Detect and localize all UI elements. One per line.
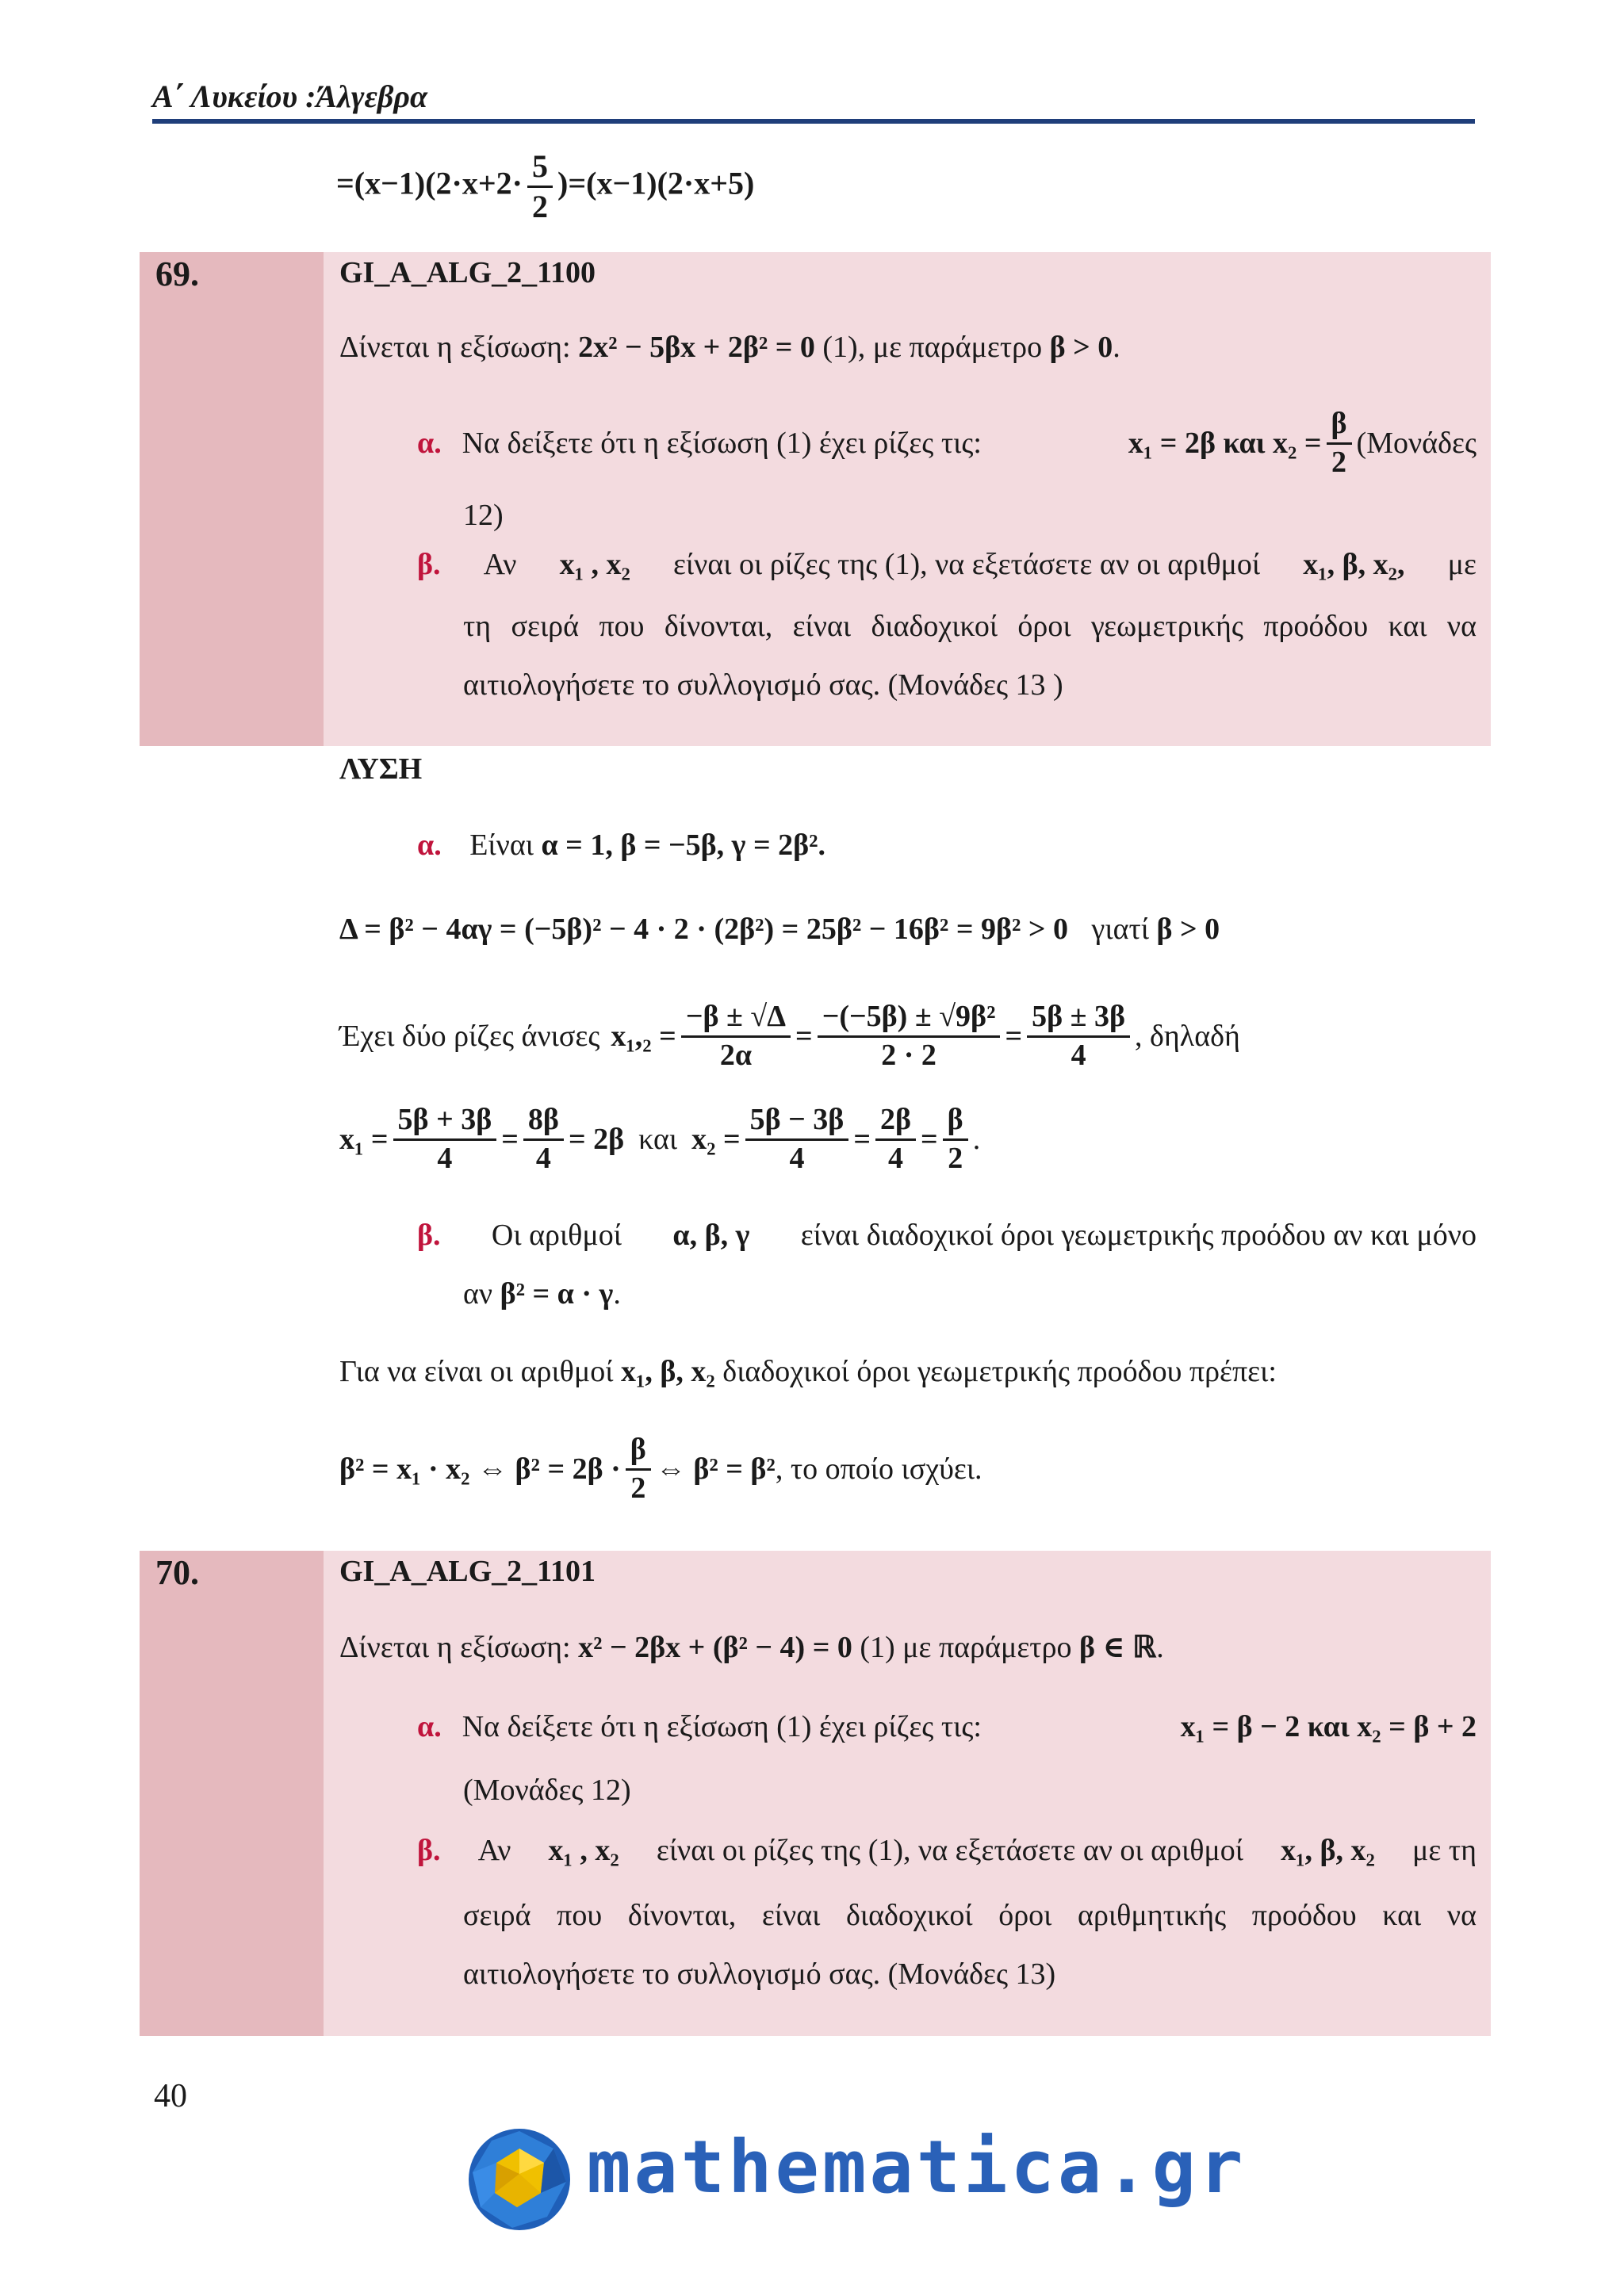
- polyhedron-logo-icon: [465, 2125, 574, 2234]
- part-b-label: β.: [417, 548, 441, 581]
- problem-70-part-a-points: (Μονάδες 12): [463, 1774, 631, 1807]
- fraction: $\frac{5}{2}$: [527, 149, 553, 224]
- fraction: $\frac{2\beta}{4}$: [875, 1104, 916, 1176]
- problem-70-part-b-line3: αιτιολογήσετε το συλλογισμό σας. (Μονάδες 13): [463, 1957, 1056, 1991]
- continued-equation: [336, 149, 754, 224]
- solution-title: ΛΥΣΗ: [339, 752, 423, 786]
- problem-69-part-b-line3: αιτιολογήσετε το συλλογισμό σας. (Μονάδες 13 ): [463, 668, 1063, 702]
- solution-b-line2: αν β² = α · γ.: [463, 1277, 621, 1311]
- fraction: $\frac{5\beta - 3\beta}{4}$: [745, 1104, 849, 1176]
- problem-70-part-b-line2: σειρά που δίνονται, είναι διαδοχικοί όροι αριθμητικής προόδου και να: [463, 1899, 1477, 1932]
- problem-69-part-b-line1: β. Αν x₁ , x₂ είναι οι ρίζες της (1), να εξετάσετε αν οι αριθμοί x₁, β, x₂, με: [417, 545, 1477, 584]
- problem-69-number-cell: [140, 252, 324, 746]
- part-a-label: α.: [417, 426, 442, 460]
- problem-69-part-a: α. Να δείξετε ότι η εξίσωση (1) έχει ρίζες τις: x₁ = 2β και x₂ = $\frac{\beta}{2}$ (Μονάδες: [417, 407, 1477, 479]
- problem-70-statement: Δίνεται η εξίσωση: x² − 2βx + (β² − 4) = 0 (1) με παράμετρο β ∈ ℝ.: [339, 1631, 1164, 1664]
- solution-b-line1: β. Οι αριθμοί α, β, γ είναι διαδοχικοί όροι γεωμετρικής προόδου αν και μόνο: [417, 1219, 1477, 1252]
- fraction: $\frac{8\beta}{4}$: [523, 1104, 564, 1176]
- problem-69-statement: Δίνεται η εξίσωση: 2x² − 5βx + 2β² = 0 (1), με παράμετρο β > 0.: [339, 331, 1120, 364]
- fraction: $\frac{\beta}{2}$: [1327, 408, 1352, 480]
- solution-roots-formula: Έχει δύο ρίζες άνισες x₁,₂ = $\frac{-\beta \pm √\Delta}{2\alpha}$ = $\frac{\text{−(−5β) ± √9β²}}{2 \cdot 2}$ = $\frac{5\beta \pm 3\beta}{4}$ , δηλαδή: [339, 1000, 1240, 1072]
- problem-69-number: 69.: [155, 254, 199, 293]
- problem-69-part-b-line2: τη σειρά που δίνονται, είναι διαδοχικοί όροι γεωμετρικής προόδου και να: [463, 610, 1477, 643]
- fraction: $\frac{\beta}{2}$: [943, 1104, 968, 1176]
- problem-70-number-cell: [140, 1551, 324, 2036]
- problem-70-part-a: α. Να δείξετε ότι η εξίσωση (1) έχει ρίζες τις: x₁ = β − 2 και x₂ = β + 2: [417, 1710, 1477, 1743]
- fraction: $\frac{5\beta + 3\beta}{4}$: [393, 1104, 497, 1176]
- solution-a-coefficients: α. Είναι α = 1, β = −5β, γ = 2β².: [417, 828, 826, 862]
- problem-70-number: 70.: [155, 1553, 199, 1592]
- problem-69-code: GI_A_ALG_2_1100: [339, 256, 596, 289]
- fraction: $\frac{5\beta \pm 3\beta}{4}$: [1027, 1001, 1130, 1073]
- solution-final: β² = x₁ · x₂ ⇔ β² = 2β · $\frac{\beta}{2}$ ⇔ β² = β² , το οποίο ισχύει.: [339, 1433, 982, 1505]
- page-header-title: Α΄ Λυκείου :Άλγεβρα: [152, 78, 428, 114]
- solution-discriminant: Δ = β² − 4αγ = (−5β)² − 4 · 2 · (2β²) = 25β² − 16β² = 9β² > 0 γιατί β > 0: [339, 913, 1220, 946]
- fraction: $\frac{\beta}{2}$: [626, 1433, 651, 1506]
- problem-70-part-b-line1: β. Αν x₁ , x₂ είναι οι ρίζες της (1), να εξετάσετε αν οι αριθμοί x₁, β, x₂ με τη: [417, 1834, 1477, 1867]
- eq-part: )=(x−1)(2·x+5): [557, 165, 755, 201]
- mathematica-logo-text[interactable]: mathematica.gr: [587, 2125, 1247, 2210]
- solution-condition: Για να είναι οι αριθμοί x₁, β, x₂ διαδοχικοί όροι γεωμετρικής προόδου πρέπει:: [339, 1355, 1277, 1388]
- problem-70-code: GI_A_ALG_2_1101: [339, 1555, 596, 1588]
- eq-part: =(x−1)(2·x+2·: [336, 165, 523, 201]
- problem-69-part-a-points: 12): [463, 499, 504, 532]
- page-number: 40: [154, 2078, 187, 2114]
- fraction: $\frac{-\beta \pm √\Delta}{2\alpha}$: [681, 1001, 791, 1073]
- fraction: $\frac{\text{−(−5β) ± √9β²}}{2 \cdot 2}$: [818, 1001, 1001, 1073]
- header-divider: [152, 119, 1475, 124]
- solution-roots-values: x₁ = $\frac{5\beta + 3\beta}{4}$ = $\frac{8\beta}{4}$ = 2β και x₂ = $\frac{5\beta - 3\beta}{4}$ = $\frac{2\beta}{4}$ = $\frac{\beta}{2}$ .: [339, 1103, 981, 1175]
